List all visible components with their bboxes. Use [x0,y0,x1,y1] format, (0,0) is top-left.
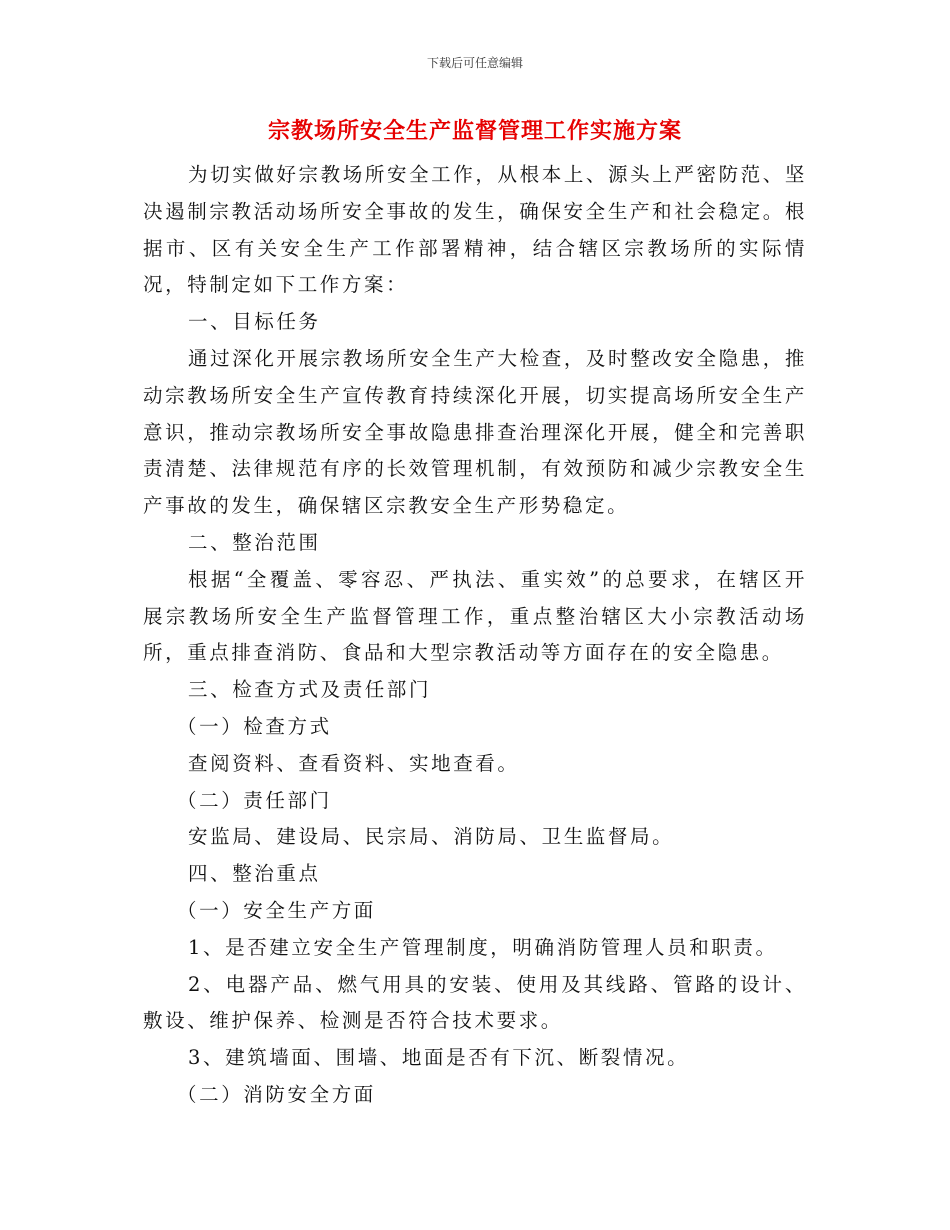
inspection-method-text: 查阅资料、查看资料、实地查看。 [188,751,520,775]
list-item: 1、是否建立安全生产管理制度，明确消防管理人员和职责。 [188,935,778,959]
subheading-fire-safety: （二）消防安全方面 [177,1082,376,1106]
subheading-production-safety: （一）安全生产方面 [177,898,376,922]
list-item: 3、建筑墙面、围墙、地面是否有下沉、断裂情况。 [188,1046,690,1070]
goals-paragraph: 通过深化开展宗教场所安全生产大检查，及时整改安全隐患，推动宗教场所安全生产宣传教育持续深化开展，切实提高场所安全生产意识，推动宗教场所安全事故隐患排查治理深化开展，健全和完善职责清楚、法律规范有序的长效管理机制，有效预防和减少宗教安全生产事故的发生，确保辖区宗教安全生产形势稳定。 [143,346,807,518]
subheading-inspection-method: （一）检查方式 [177,714,332,738]
section-heading-scope: 二、整治范围 [188,530,321,554]
header-note: 下载后可任意编辑 [426,56,523,70]
section-heading-inspection: 三、检查方式及责任部门 [188,678,432,702]
section-heading-focus: 四、整治重点 [188,862,321,886]
scope-paragraph: 根据“全覆盖、零容忍、严执法、重实效”的总要求，在辖区开展宗教场所安全生产监督管理工作，重点整治辖区大小宗教活动场所，重点排查消防、食品和大型宗教活动等方面存在的安全隐患。 [143,567,807,665]
subheading-responsible-departments: （二）责任部门 [177,788,332,812]
section-heading-goals: 一、目标任务 [188,310,321,334]
list-item: 2、电器产品、燃气用具的安装、使用及其线路、管路的设计、敷设、维护保养、检测是否符合技术要求。 [143,972,807,1033]
intro-paragraph: 为切实做好宗教场所安全工作，从根本上、源头上严密防范、坚决遏制宗教活动场所安全事故的发生，确保安全生产和社会稳定。根据市、区有关安全生产工作部署精神，结合辖区宗教场所的实际情况，特制定如下工作方案： [143,163,807,297]
responsible-departments-text: 安监局、建设局、民宗局、消防局、卫生监督局。 [188,825,675,849]
document-body [143,157,807,1114]
document-title: 宗教场所安全生产监督管理工作实施方案 [267,118,682,144]
